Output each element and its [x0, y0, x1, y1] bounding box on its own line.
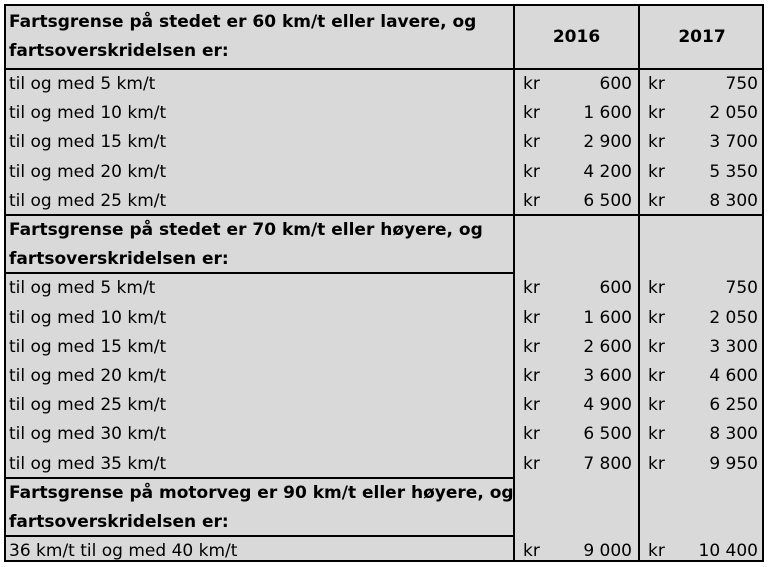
amount-value: 8 300 — [709, 424, 758, 445]
row-label: til og med 5 km/t — [9, 74, 156, 94]
currency-label: kr — [648, 103, 665, 124]
currency-label: kr — [648, 161, 665, 182]
amount-value: 10 400 — [698, 541, 758, 562]
amount-2016 — [515, 362, 638, 391]
amount-2016 — [515, 537, 638, 566]
amount-value: 6 500 — [583, 424, 632, 445]
amount-2016 — [515, 158, 638, 187]
amount-2016 — [515, 333, 638, 362]
amount-2016 — [515, 391, 638, 420]
section-2-title-line1: Fartsgrense på stedet er 70 km/t eller høyere, og — [9, 220, 483, 240]
currency-label: kr — [523, 307, 540, 328]
amount-2016 — [515, 274, 638, 303]
amount-value: 3 600 — [583, 366, 632, 386]
row-label: til og med 10 km/t — [9, 103, 167, 124]
currency-label: kr — [648, 453, 665, 474]
row-label: 36 km/t til og med 40 km/t — [9, 541, 238, 562]
amount-value: 1 600 — [583, 103, 632, 124]
row-label: til og med 15 km/t — [9, 132, 167, 153]
currency-label: kr — [523, 395, 540, 416]
amount-value: 750 — [725, 278, 758, 299]
row-divider — [4, 477, 515, 479]
currency-label: kr — [648, 74, 665, 94]
amount-2016 — [515, 304, 638, 333]
currency-label: kr — [523, 74, 540, 94]
row-label: til og med 5 km/t — [9, 278, 156, 299]
amount-value: 4 600 — [709, 366, 758, 386]
amount-2017 — [640, 99, 764, 128]
amount-2017 — [640, 420, 764, 449]
amount-value: 4 900 — [583, 395, 632, 416]
currency-label: kr — [648, 278, 665, 299]
year-2016-header: 2016 — [552, 27, 601, 47]
year-2016-column — [515, 4, 640, 562]
amount-2017 — [640, 158, 764, 187]
section-1-title-line1: Fartsgrense på stedet er 60 km/t eller lavere, og — [9, 12, 477, 32]
currency-label: kr — [523, 424, 540, 445]
currency-label: kr — [648, 132, 665, 153]
currency-label: kr — [523, 103, 540, 124]
currency-label: kr — [648, 395, 665, 416]
amount-value: 8 300 — [709, 190, 758, 211]
amount-value: 7 800 — [583, 453, 632, 474]
row-label: til og med 20 km/t — [9, 161, 167, 182]
row-divider — [4, 535, 515, 537]
amount-value: 9 000 — [583, 541, 632, 562]
currency-label: kr — [523, 453, 540, 474]
section-3-title-line2: fartsoverskridelsen er: — [9, 512, 229, 532]
row-label: til og med 10 km/t — [9, 307, 167, 328]
amount-value: 1 600 — [583, 307, 632, 328]
amount-value: 6 250 — [709, 395, 758, 416]
currency-label: kr — [648, 190, 665, 211]
currency-label: kr — [523, 366, 540, 386]
amount-value: 600 — [599, 74, 632, 94]
currency-label: kr — [648, 541, 665, 562]
amount-2017 — [640, 333, 764, 362]
row-divider — [4, 272, 515, 274]
amount-2016 — [515, 70, 638, 99]
amount-2017 — [640, 187, 764, 216]
row-divider — [4, 214, 764, 216]
currency-label: kr — [523, 190, 540, 211]
row-label: til og med 35 km/t — [9, 453, 167, 474]
amount-value: 600 — [599, 278, 632, 299]
section-3-title-line1: Fartsgrense på motorveg er 90 km/t eller høyere, og — [9, 482, 514, 503]
amount-value: 9 950 — [709, 453, 758, 474]
amount-2017 — [640, 537, 764, 566]
amount-value: 750 — [725, 74, 758, 94]
section-2-title-line2: fartsoverskridelsen er: — [9, 249, 229, 270]
row-divider — [4, 68, 764, 70]
amount-value: 2 050 — [709, 103, 758, 124]
amount-value: 6 500 — [583, 190, 632, 211]
currency-label: kr — [523, 161, 540, 182]
amount-value: 4 200 — [583, 161, 632, 182]
amount-2017 — [640, 274, 764, 303]
amount-2016 — [515, 450, 638, 479]
amount-2017 — [640, 70, 764, 99]
currency-label: kr — [523, 278, 540, 299]
row-label: til og med 25 km/t — [9, 395, 167, 416]
amount-2016 — [515, 420, 638, 449]
amount-value: 5 350 — [709, 161, 758, 182]
row-label: til og med 30 km/t — [9, 424, 167, 445]
amount-2016 — [515, 99, 638, 128]
currency-label: kr — [648, 307, 665, 328]
amount-2016 — [515, 187, 638, 216]
currency-label: kr — [648, 336, 665, 357]
currency-label: kr — [648, 366, 665, 386]
year-2017-header: 2017 — [678, 27, 726, 47]
amount-2016 — [515, 128, 638, 157]
amount-value: 3 300 — [709, 336, 758, 357]
fine-table — [4, 4, 764, 562]
amount-2017 — [640, 450, 764, 479]
amount-2017 — [640, 128, 764, 157]
row-label: til og med 25 km/t — [9, 190, 167, 211]
amount-value: 2 900 — [583, 132, 632, 153]
amount-2017 — [640, 362, 764, 391]
currency-label: kr — [648, 424, 665, 445]
amount-value: 2 050 — [709, 307, 758, 328]
currency-label: kr — [523, 132, 540, 153]
row-label: til og med 15 km/t — [9, 336, 167, 357]
year-2017-column — [640, 4, 764, 562]
amount-2017 — [640, 304, 764, 333]
section-1-title-line2: fartsoverskridelsen er: — [9, 41, 229, 61]
row-label: til og med 20 km/t — [9, 366, 167, 386]
amount-value: 2 600 — [583, 336, 632, 357]
amount-2017 — [640, 391, 764, 420]
currency-label: kr — [523, 336, 540, 357]
amount-value: 3 700 — [709, 132, 758, 153]
currency-label: kr — [523, 541, 540, 562]
